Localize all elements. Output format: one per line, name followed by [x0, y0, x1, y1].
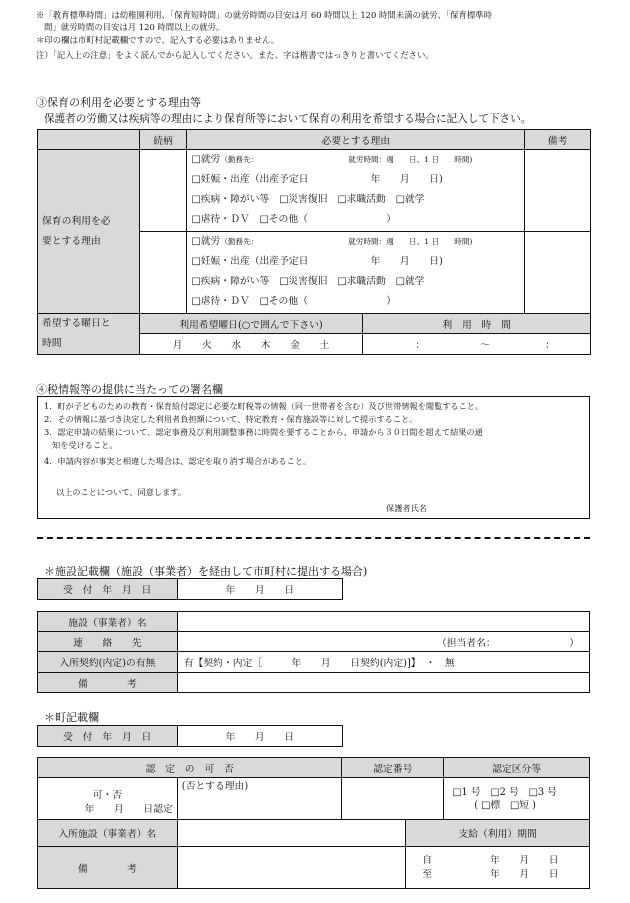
time-cell[interactable] — [363, 334, 591, 355]
col-relation: 続柄 — [139, 130, 187, 150]
reason-row-label-2: 要とする理由 — [42, 235, 101, 247]
facility-received-label: 受 付 年 月 日 — [38, 579, 178, 600]
town-table — [37, 757, 590, 820]
facility-name-label: 施設（事業者）名 — [38, 612, 178, 632]
time-header: 利 用 時 間 — [363, 314, 591, 334]
note-3: 注）「記入上の注意」をよく読んでから記入してください。また、字は楷書ではっきりと書いてください。 — [36, 50, 434, 60]
section-4-title: ④税情報等の提供に当たっての署名欄 — [36, 383, 223, 396]
deny-reason-cell[interactable]: (否とする理由) — [177, 778, 342, 820]
reason-cell-2[interactable] — [187, 232, 525, 314]
period-header: 支給（利用）期間 — [406, 820, 590, 847]
days-row-label — [38, 314, 140, 355]
approval-header: 認 定 の 可 否 — [38, 758, 342, 778]
town-title: ＊町記載欄 — [44, 711, 99, 724]
reason-illness-2[interactable]: □疾病・障がい等 □災害復旧 □求職活動 □就学 — [191, 276, 425, 287]
town-facility-value[interactable] — [177, 820, 405, 847]
tax-box — [37, 396, 590, 519]
category-1: □1 号 □2 号 □3 号 — [452, 786, 557, 798]
cut-line — [37, 537, 590, 539]
reason-table — [37, 129, 591, 355]
category-header: 認定区分等 — [444, 758, 590, 778]
tax-line-2: 2．その情報に基づき決定した利用者負担額について、特定教育・保育施設等に対して提示すること。 — [44, 414, 418, 424]
facility-contact-value[interactable]: （担当者名： ） — [177, 632, 589, 652]
remarks-cell-1[interactable] — [525, 150, 591, 232]
town-received-label: 受 付 年 月 日 — [38, 726, 178, 747]
tax-line-3b: 知を受けること。 — [52, 440, 118, 450]
facility-received-table — [37, 578, 343, 600]
days-row-label-1: 希望する曜日と — [42, 318, 111, 329]
days-row-label-2: 時間 — [42, 338, 62, 349]
facility-remarks-label: 備 考 — [38, 673, 178, 693]
approve-date: 年 月 日認定 — [84, 804, 173, 815]
note-2: ＊印の欄は市町村記載欄ですので、記入する必要はありません。 — [36, 35, 280, 45]
reason-work-1[interactable]: □就労（勤務先： 就労時間：週 日、1 日 時間) — [191, 154, 473, 165]
reason-abuse-2[interactable]: □虐待・ＤＶ □その他（ ） — [191, 296, 397, 307]
time-colon-2: ： — [545, 340, 555, 351]
town-remarks-value[interactable] — [177, 847, 405, 889]
reason-abuse-1[interactable]: □虐待・ＤＶ □その他（ ） — [191, 214, 397, 225]
col-reason: 必要とする理由 — [187, 130, 525, 150]
reason-cell-1[interactable] — [187, 150, 525, 232]
reason-row-label-1: 保育の利用を必 — [42, 215, 111, 227]
approval-cell[interactable] — [38, 778, 178, 820]
town-remarks-label: 備 考 — [38, 847, 178, 889]
reason-illness-1[interactable]: □疾病・障がい等 □災害復旧 □求職活動 □就学 — [191, 194, 425, 205]
reason-row-label — [38, 150, 140, 314]
remarks-cell-2[interactable] — [525, 232, 591, 314]
section-3-lead: 保護者の労働又は疾病等の理由により保育所等において保育の利用を希望する場合に記入して下さい。 — [44, 113, 532, 125]
approve-text: 可・否 — [92, 790, 123, 801]
facility-name-value[interactable] — [177, 612, 589, 632]
guardian-name-label: 保護者氏名 — [386, 503, 427, 513]
period-cell[interactable] — [406, 847, 590, 889]
facility-contract-label: 入所契約(内定)の有無 — [38, 652, 178, 673]
days-header: 利用希望曜日(○で囲んで下さい) — [139, 314, 363, 334]
period-from: 自 年 月 日 — [422, 854, 559, 866]
town-facility-label: 入所施設（事業者）名 — [38, 820, 178, 847]
tax-line-4: 4．申請内容が事実と相違した場合は、認定を取り消す場合があること。 — [44, 456, 312, 466]
facility-received-value[interactable]: 年 月 日 — [177, 579, 342, 600]
col-remarks: 備考 — [525, 130, 591, 150]
town-received-value[interactable]: 年 月 日 — [177, 726, 342, 747]
note-1b: 間」就労時間の目安は月 120 時間以上の就労。 — [44, 22, 225, 32]
facility-contact-label: 連 絡 先 — [38, 632, 178, 652]
time-colon-1: ： — [415, 340, 426, 351]
cert-no-cell[interactable] — [342, 778, 444, 820]
facility-title: ＊施設記載欄（施設（事業者）を経由して市町村に提出する場合) — [44, 565, 368, 578]
relation-cell-1[interactable] — [139, 150, 187, 232]
category-cell[interactable] — [444, 778, 590, 820]
tax-agree: 以上のことについて、同意します。 — [56, 487, 187, 497]
town-table-2 — [37, 819, 590, 889]
reason-table-corner — [38, 130, 140, 150]
relation-cell-2[interactable] — [139, 232, 187, 314]
town-received-table — [37, 725, 343, 747]
reason-work-2[interactable]: □就労（勤務先： 就労時間：週 日、1 日 時間) — [191, 236, 473, 247]
section-3-title: ③保育の利用を必要とする理由等 — [36, 96, 201, 109]
days-cell[interactable]: 月 火 水 木 金 土 — [139, 334, 363, 355]
tax-line-3: 3．認定申請の結果について、認定事務及び利用調整事務に時間を要することから、申請から３０日間を超えて結果の通 — [44, 427, 483, 437]
category-2: ( □標 □短 ) — [474, 799, 536, 811]
reason-pregnancy-1[interactable]: □妊娠・出産（出産予定日 年 月 日) — [191, 174, 443, 185]
reason-pregnancy-2[interactable]: □妊娠・出産（出産予定日 年 月 日) — [191, 256, 443, 267]
facility-remarks-value[interactable] — [177, 673, 589, 693]
tax-line-1: 1．町が子どものための教育・保育給付認定に必要な町税等の情報（同一世帯者を含む）及び世帯情報を閲覧すること。 — [44, 401, 484, 411]
time-tilde: 〜 — [480, 340, 491, 351]
cert-no-header: 認定番号 — [342, 758, 444, 778]
facility-contract-value[interactable]: 有【契約・内定［ 年 月 日契約(内定)]】 ・ 無 — [177, 652, 589, 673]
note-1: ※「教育標準時間」は幼稚園利用、「保育短時間」の就労時間の目安は月 60 時間以上 120 時間未満の就労、「保育標準時 — [36, 10, 493, 20]
period-to: 至 年 月 日 — [422, 868, 559, 880]
facility-table — [37, 611, 590, 693]
